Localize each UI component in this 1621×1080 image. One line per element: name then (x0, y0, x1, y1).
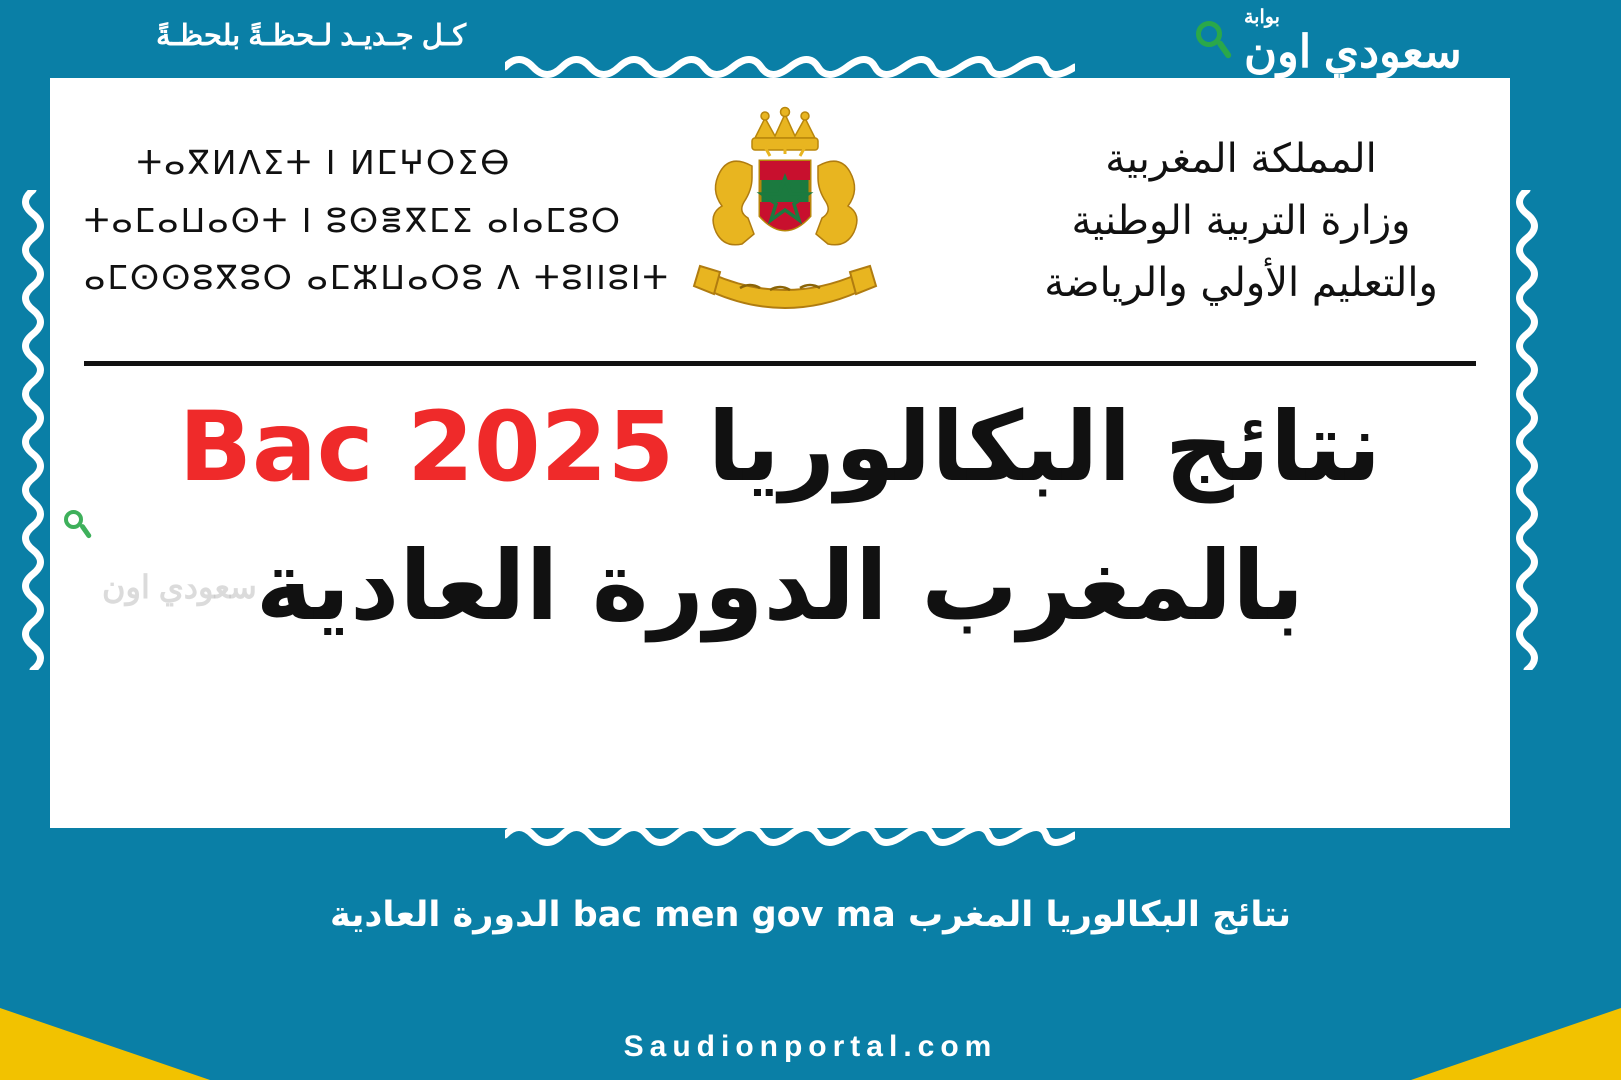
footer-website-url[interactable]: Saudionportal.com (623, 1030, 998, 1063)
header-tagline: كـل جـديـد لـحظـةً بلحظـةً (156, 20, 466, 52)
page-title (50, 378, 1510, 656)
announcement-card (50, 78, 1510, 828)
location-pin-icon (1190, 13, 1234, 69)
watermark-text: سعودي اون (102, 569, 257, 605)
brand-text (1244, 7, 1462, 77)
ministry-tifinagh-line-1: ⵜⴰⴳⵍⴷⵉⵜ ⵏ ⵍⵎⵖⵔⵉⴱ (136, 142, 512, 182)
ministry-arabic-line-1: المملكة المغربية (1105, 135, 1377, 182)
header-divider (84, 361, 1476, 366)
wave-decoration-right (1512, 190, 1542, 670)
title-line-2: بالمغرب الدورة العادية (255, 530, 1305, 643)
ministry-name-tifinagh (84, 134, 670, 307)
ministry-tifinagh-line-2: ⵜⴰⵎⴰⵡⴰⵙⵜ ⵏ ⵓⵙⴻⴳⵎⵉ ⴰⵏⴰⵎⵓⵔ (84, 200, 623, 240)
wave-decoration-left (18, 190, 48, 670)
card-header (50, 78, 1510, 363)
title-main-arabic: نتائج البكالوريا (707, 391, 1382, 503)
title-bac-year: Bac 2025 (178, 391, 675, 503)
title-line-1 (110, 378, 1450, 517)
ministry-tifinagh-line-3: ⴰⵎⵙⵙⵓⴳⵓⵔ ⴰⵎⵣⵡⴰⵔⵓ ⴷ ⵜⵓⵏⵏⵓⵏⵜ (84, 258, 670, 298)
poster-caption: نتائج البكالوريا المغرب bac men gov ma الدورة العادية (329, 895, 1292, 935)
ministry-name-arabic (1006, 128, 1476, 314)
ministry-arabic-line-2: وزارة التربية الوطنية (1071, 197, 1411, 244)
footer-bar (0, 1008, 1621, 1080)
brand-title: سعودي اون (1244, 26, 1462, 77)
brand-logo[interactable] (1190, 6, 1590, 76)
brand-subtitle: بوابة (1244, 7, 1280, 28)
ministry-arabic-line-3: والتعليم الأولي والرياضة (1044, 259, 1438, 306)
morocco-coat-of-arms-icon (680, 106, 890, 336)
